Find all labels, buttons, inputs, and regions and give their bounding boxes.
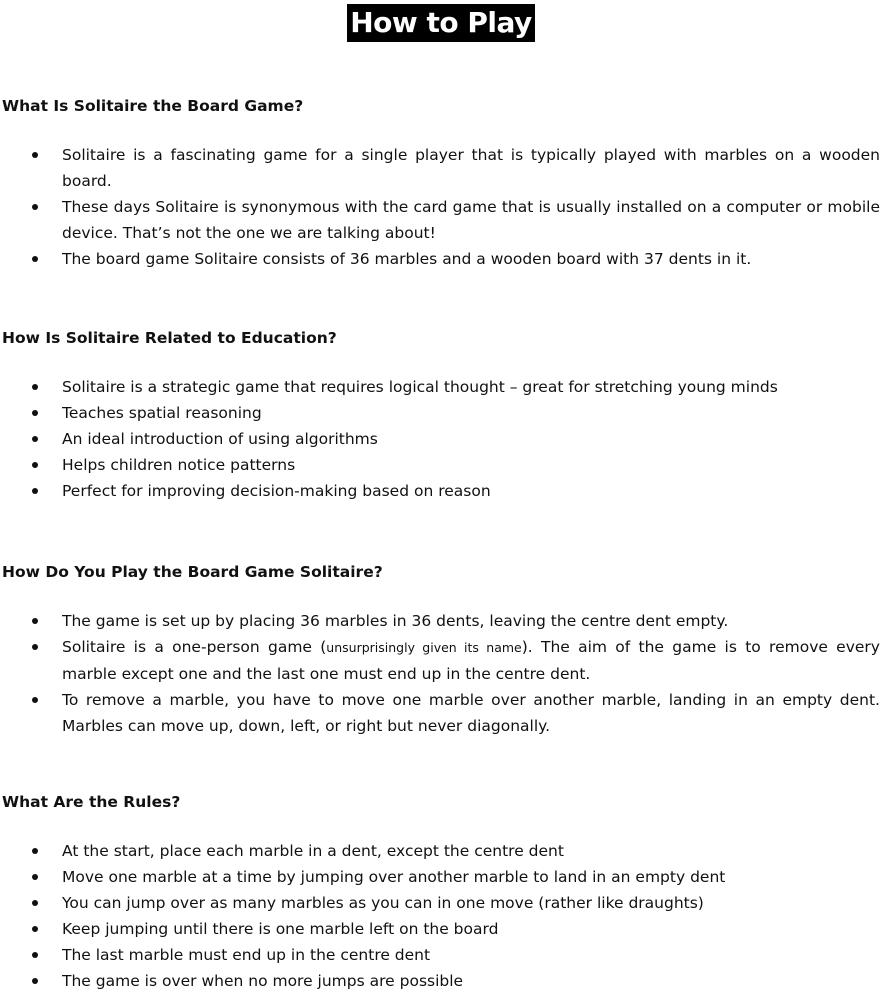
bullet-icon: [32, 152, 38, 158]
section-heading: What Is Solitaire the Board Game?: [2, 97, 304, 115]
list-item: [0, 400, 882, 426]
list-item: [0, 478, 882, 504]
bullet-icon: [32, 436, 38, 442]
list-item: [0, 890, 882, 916]
bullet-icon: [32, 874, 38, 880]
list-item: [0, 246, 882, 272]
bullet-icon: [32, 644, 38, 650]
bullet-list: [0, 142, 882, 272]
bullet-icon: [32, 462, 38, 468]
bullet-icon: [32, 900, 38, 906]
list-item-text: The last marble must end up in the centre dent: [62, 946, 431, 964]
list-item: [0, 942, 882, 968]
list-item-text: Helps children notice patterns: [62, 456, 296, 474]
list-item-text: An ideal introduction of using algorithms: [62, 430, 378, 448]
list-item-text: These days Solitaire is synonymous with the card game that is usually installed on a computer or mobile device. That’s not the one we are talking about!: [62, 198, 880, 242]
list-item-text: Move one marble at a time by jumping over another marble to land in an empty dent: [62, 868, 726, 886]
bullet-icon: [32, 848, 38, 854]
section-heading: How Do You Play the Board Game Solitaire?: [2, 563, 383, 581]
list-item: [0, 838, 882, 864]
list-item: [0, 608, 882, 634]
list-item-text: To remove a marble, you have to move one marble over another marble, landing in an empty dent. Marbles can move up, down, left, or right but never diagonally.: [62, 691, 880, 735]
section-heading: What Are the Rules?: [2, 793, 181, 811]
bullet-icon: [32, 697, 38, 703]
list-item: [0, 864, 882, 890]
list-item: [0, 916, 882, 942]
list-item-text-pre: Solitaire is a one-person game (: [62, 638, 327, 656]
list-item: [0, 968, 882, 994]
list-item-text: You can jump over as many marbles as you can in one move (rather like draughts): [62, 894, 704, 912]
list-item-text: Solitaire is a fascinating game for a single player that is typically played with marbles on a wooden board.: [62, 146, 880, 190]
list-item: [0, 687, 882, 739]
list-item: [0, 194, 882, 246]
bullet-icon: [32, 410, 38, 416]
list-item-text: Keep jumping until there is one marble left on the board: [62, 920, 499, 938]
bullet-icon: [32, 952, 38, 958]
bullet-icon: [32, 926, 38, 932]
list-item: [0, 452, 882, 478]
bullet-icon: [32, 618, 38, 624]
list-item-text: Teaches spatial reasoning: [62, 404, 262, 422]
bullet-icon: [32, 978, 38, 984]
list-item-text-small: unsurprisingly given its name: [326, 640, 522, 655]
list-item-text: Perfect for improving decision-making based on reason: [62, 482, 491, 500]
list-item-text: Solitaire is a strategic game that requires logical thought – great for stretching young minds: [62, 378, 778, 396]
bullet-icon: [32, 488, 38, 494]
title-wrap: [0, 4, 882, 42]
list-item-text: The game is set up by placing 36 marbles in 36 dents, leaving the centre dent empty.: [62, 612, 729, 630]
bullet-list: [0, 608, 882, 739]
list-item-text: The game is over when no more jumps are possible: [62, 972, 464, 990]
section-how-to-play: [0, 561, 882, 739]
list-item: [0, 426, 882, 452]
list-item: [0, 634, 882, 687]
bullet-icon: [32, 256, 38, 262]
bullet-icon: [32, 204, 38, 210]
list-item: [0, 142, 882, 194]
list-item-text: The board game Solitaire consists of 36 marbles and a wooden board with 37 dents in it.: [62, 250, 752, 268]
section-rules: [0, 791, 882, 994]
list-item-text: At the start, place each marble in a dent, except the centre dent: [62, 842, 564, 860]
list-item: [0, 374, 882, 400]
bullet-icon: [32, 384, 38, 390]
bullet-list: [0, 374, 882, 504]
section-what-is-solitaire: [0, 95, 882, 272]
list-item-text-post: ). The aim of the game is to remove every marble except one and the last one must end up in the centre dent.: [62, 638, 880, 683]
bullet-list: [0, 838, 882, 994]
section-heading: How Is Solitaire Related to Education?: [2, 329, 337, 347]
section-education: [0, 327, 882, 504]
page-title: How to Play: [347, 4, 535, 42]
